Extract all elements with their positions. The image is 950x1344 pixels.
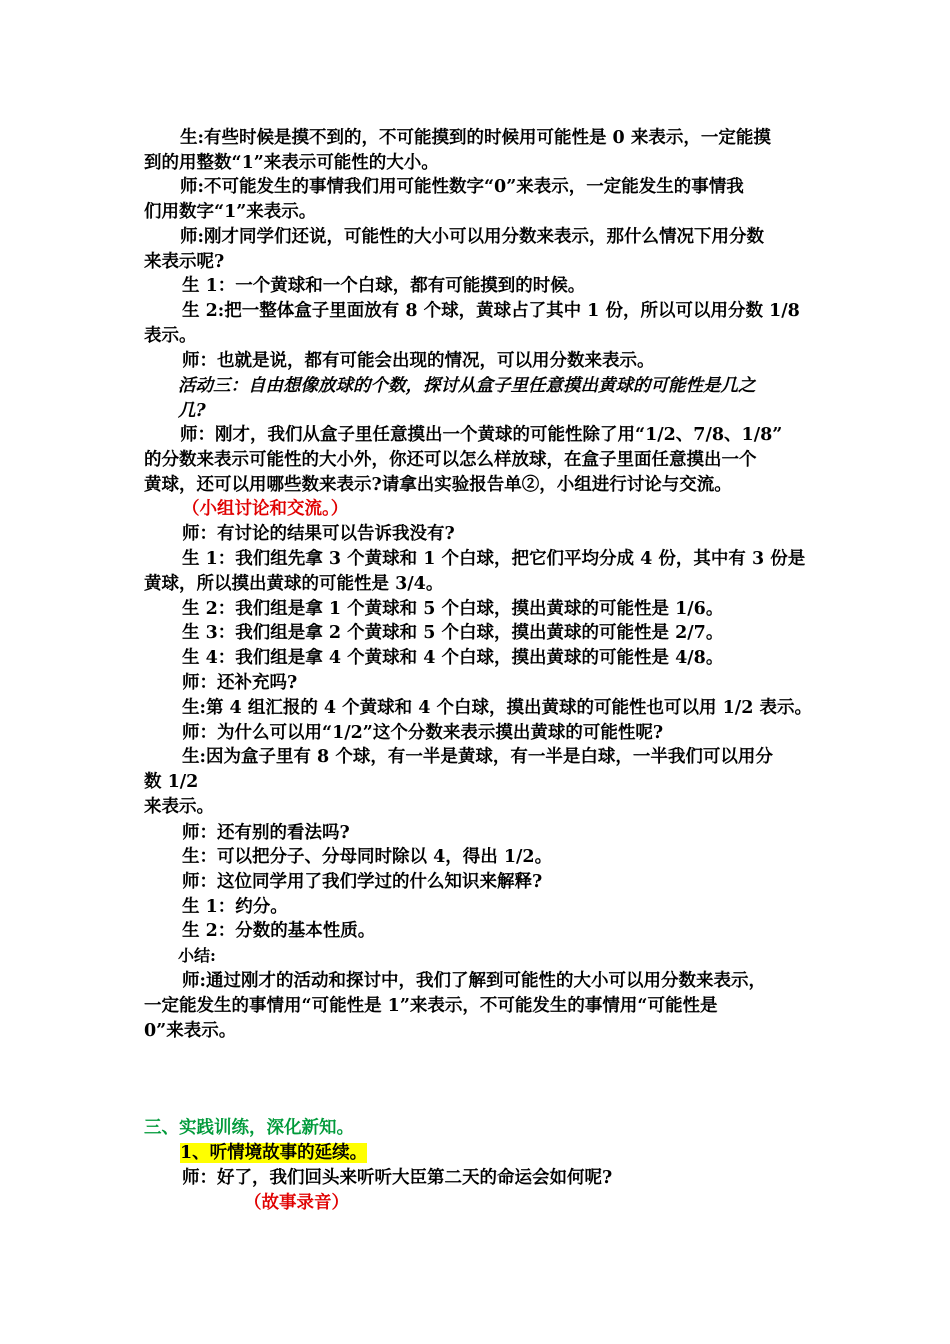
paragraph-line: 师：还补充吗? [182, 673, 298, 693]
paragraph-line: 生 1：约分。 [182, 897, 288, 917]
paragraph-line: 生：可以把分子、分母同时除以 4，得出 1/2。 [182, 847, 553, 867]
paragraph-line: 生 4：我们组是拿 4 个黄球和 4 个白球，摸出黄球的可能性是 4/8。 [182, 648, 724, 668]
paragraph-line: 生 1：我们组先拿 3 个黄球和 1 个白球，把它们平均分成 4 份，其中有 3 份是 [182, 549, 806, 569]
paragraph-line: 的分数来表示可能性的大小外，你还可以怎么样放球，在盒子里面任意摸出一个 [144, 450, 757, 470]
activity-heading: 几? [178, 401, 206, 421]
subsection-heading [180, 1140, 367, 1166]
paragraph-line: 生:第 4 组汇报的 4 个黄球和 4 个白球，摸出黄球的可能性也可以用 1/2 表示。 [182, 698, 812, 718]
paragraph-line: 师:刚才同学们还说，可能性的大小可以用分数来表示，那什么情况下用分数 [180, 227, 764, 247]
section-heading: 三、实践训练，深化新知。 [144, 1118, 354, 1138]
paragraph-line: 师：这位同学用了我们学过的什么知识来解释? [182, 872, 543, 892]
paragraph-line: 黄球，还可以用哪些数来表示?请拿出实验报告单②，小组进行讨论与交流。 [144, 475, 732, 495]
paragraph-line: 一定能发生的事情用“可能性是 1”来表示，不可能发生的事情用“可能性是 [144, 996, 718, 1016]
paragraph-line: 师:通过刚才的活动和探讨中，我们了解到可能性的大小可以用分数来表示， [182, 971, 766, 991]
paragraph-line: 师：也就是说，都有可能会出现的情况，可以用分数来表示。 [182, 351, 655, 371]
paragraph-line: 生:有些时候是摸不到的，不可能摸到的时候用可能性是 0 来表示，一定能摸 [180, 128, 771, 148]
paragraph-line: 生 2:把一整体盒子里面放有 8 个球，黄球占了其中 1 份，所以可以用分数 1/8 [182, 301, 800, 321]
paragraph-line: 0”来表示。 [144, 1021, 237, 1041]
paragraph-line: 到的用整数“1”来表示可能性的大小。 [144, 153, 439, 173]
highlighted-text: 1、听情境故事的延续。 [180, 1143, 368, 1163]
summary-heading: 小结: [178, 946, 216, 965]
paragraph-line: 师:不可能发生的事情我们用可能性数字“0”来表示，一定能发生的事情我 [180, 177, 744, 197]
paragraph-line: 来表示。 [144, 797, 214, 817]
paragraph-line: 黄球，所以摸出黄球的可能性是 3/4。 [144, 574, 444, 594]
group-discussion-note: （小组讨论和交流。） [182, 499, 349, 519]
paragraph-line: 生 2：我们组是拿 1 个黄球和 5 个白球，摸出黄球的可能性是 1/6。 [182, 599, 724, 619]
paragraph-line: 师：好了，我们回头来听听大臣第二天的命运会如何呢? [182, 1168, 613, 1188]
paragraph-line: 师：刚才，我们从盒子里任意摸出一个黄球的可能性除了用“1/2、7/8、1/8” [180, 425, 783, 445]
activity-heading: 活动三：自由想像放球的个数，探讨从盒子里任意摸出黄球的可能性是几之 [178, 376, 756, 396]
paragraph-line: 生 2：分数的基本性质。 [182, 921, 376, 941]
paragraph-line: 生 3：我们组是拿 2 个黄球和 5 个白球，摸出黄球的可能性是 2/7。 [182, 623, 724, 643]
paragraph-line: 生 1：一个黄球和一个白球，都有可能摸到的时候。 [182, 276, 586, 296]
story-recording-note: （故事录音） [244, 1193, 349, 1213]
paragraph-line: 数 1/2 [144, 772, 199, 792]
paragraph-line: 表示。 [144, 326, 197, 346]
paragraph-line: 们用数字“1”来表示。 [144, 202, 317, 222]
paragraph-line: 师：还有别的看法吗? [182, 823, 350, 843]
paragraph-line: 师：有讨论的结果可以告诉我没有? [182, 524, 455, 544]
paragraph-line: 生:因为盒子里有 8 个球，有一半是黄球，有一半是白球，一半我们可以用分 [182, 747, 773, 767]
paragraph-line: 来表示呢? [144, 252, 225, 272]
paragraph-line: 师：为什么可以用“1/2”这个分数来表示摸出黄球的可能性呢? [182, 723, 664, 743]
